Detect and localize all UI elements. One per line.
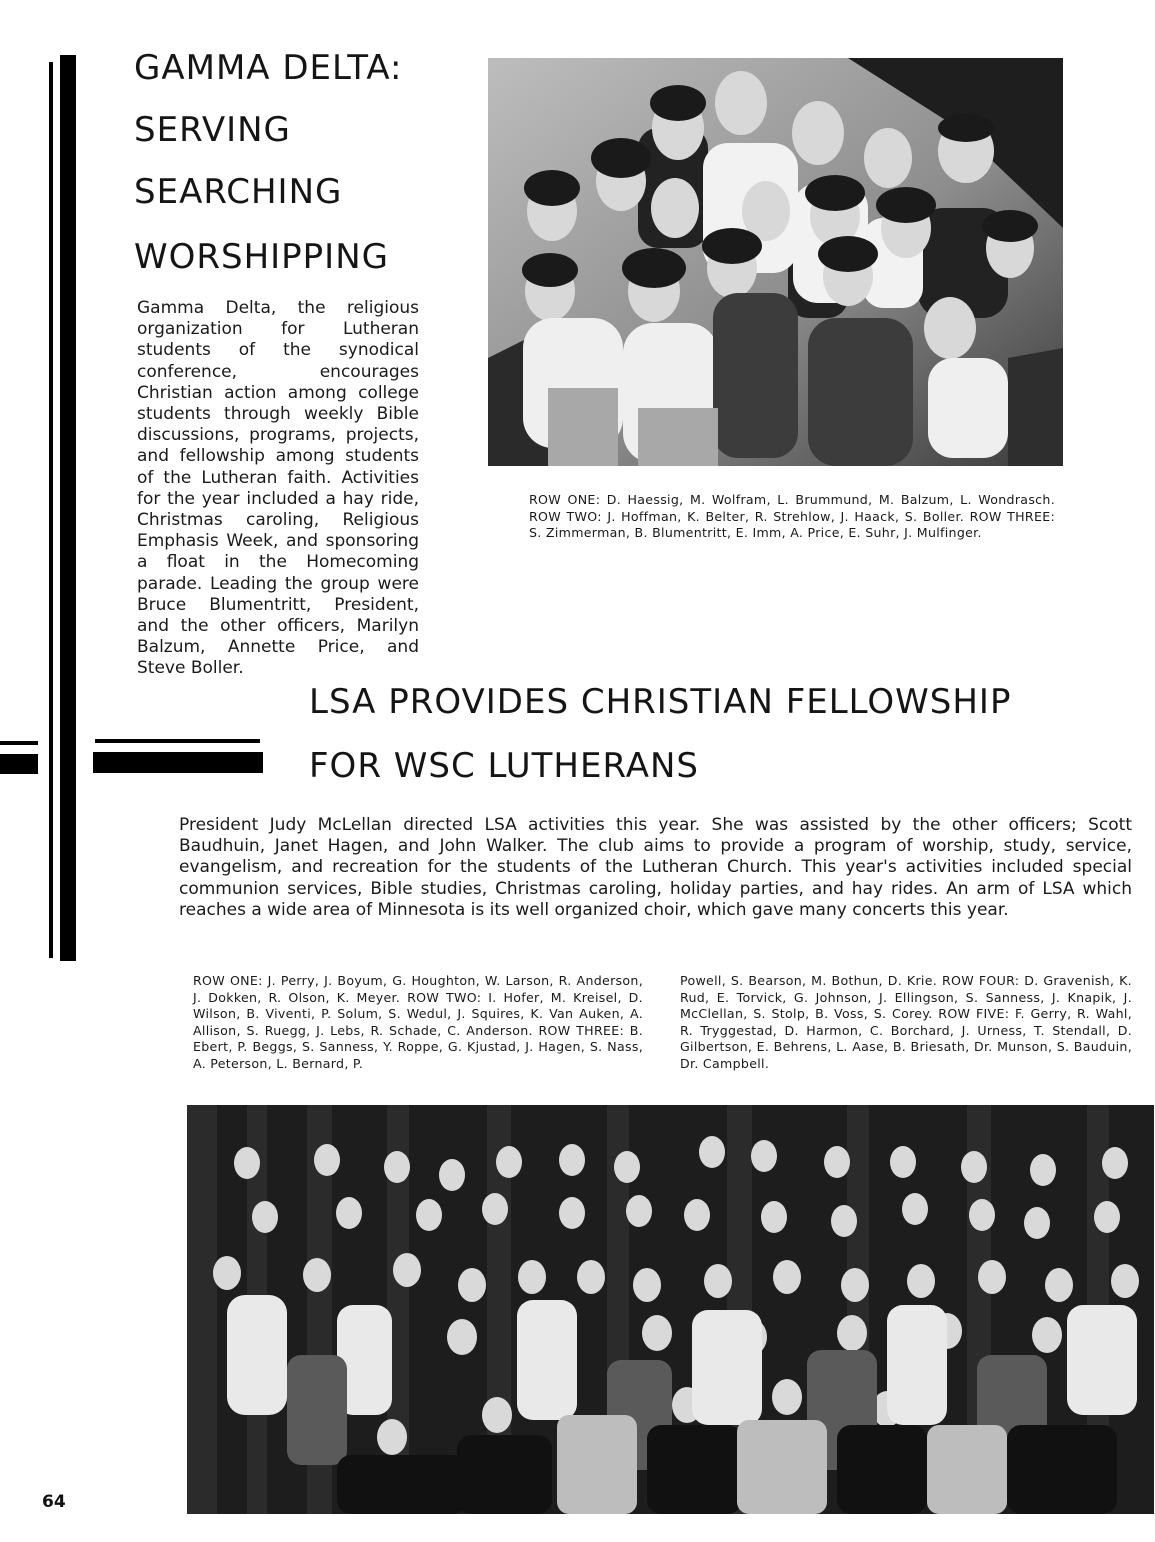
lsa-headline-line2: FOR WSC LUTHERANS xyxy=(309,746,699,786)
edge-horizontal-bar-thin xyxy=(0,741,38,745)
gamma-delta-body: Gamma Delta, the religious organization for Lutheran students of the synodical conference, encourages Christian action among college students through weekly Bible discussions, programs, projects, and fellowship among students of the Lutheran faith. Activities for the year included a hay ride, Christmas caroling, Religious Emphasis Week, and sponsoring a float in the Homecoming parade. Leading the group were Bruce Blumentritt, President, and the other officers, Marilyn Balzum, Annette Price, and Steve Boller. xyxy=(137,298,419,679)
page-number: 64 xyxy=(42,1492,66,1512)
gamma-delta-headline-line2: SERVING xyxy=(134,110,291,150)
gamma-delta-headline-line1: GAMMA DELTA: xyxy=(134,48,403,88)
lsa-caption-right: Powell, S. Bearson, M. Bothun, D. Krie. ROW FOUR: D. Gravenish, K. Rud, E. Torvick, G. Johnson, J. Ellingson, S. Sanness, J. Knapik, J. McClellan, S. Stolp, B. Voss, S. Corey. ROW FIVE: F. Gerry, R. Wahl, R. Tryggestad, D. Harmon, C. Borchard, J. Urness, T. Stendall, D. Gilbertson, E. Behrens, L. Aase, B. Briesath, Dr. Munson, S. Bauduin, Dr. Campbell. xyxy=(680,973,1132,1071)
edge-horizontal-bar-thick xyxy=(0,754,38,774)
lsa-headline-line1: LSA PROVIDES CHRISTIAN FELLOWSHIP xyxy=(309,682,1012,722)
gamma-delta-photo-illustration xyxy=(488,58,1063,466)
gamma-delta-caption: ROW ONE: D. Haessig, M. Wolfram, L. Brummund, M. Balzum, L. Wondrasch. ROW TWO: J. Hoffman, K. Belter, R. Strehlow, J. Haack, S. Boller. ROW THREE: S. Zimmerman, B. Blumentritt, E. Imm, A. Price, E. Suhr, J. Mulfinger. xyxy=(529,492,1055,541)
left-vertical-bar-thin xyxy=(49,62,53,958)
mid-horizontal-bar-thin xyxy=(95,739,260,743)
gamma-delta-group-photo xyxy=(488,58,1063,466)
gamma-delta-headline-line4: WORSHIPPING xyxy=(134,237,389,277)
lsa-photo-illustration xyxy=(187,1105,1154,1514)
left-vertical-bar-thick xyxy=(60,55,76,961)
lsa-body: President Judy McLellan directed LSA activities this year. She was assisted by the other officers; Scott Baudhuin, Janet Hagen, and John Walker. The club aims to provide a program of worship, study, service, evangelism, and recreation for the students of the Lutheran Church. This year's activities included special communion services, Bible studies, Christmas caroling, holiday parties, and hay rides. An arm of LSA which reaches a wide area of Minnesota is its well organized choir, which gave many concerts this year. xyxy=(179,815,1132,920)
lsa-group-photo xyxy=(187,1105,1154,1514)
mid-horizontal-bar-thick xyxy=(93,752,263,773)
gamma-delta-headline-line3: SEARCHING xyxy=(134,172,343,212)
lsa-caption-left: ROW ONE: J. Perry, J. Boyum, G. Houghton, W. Larson, R. Anderson, J. Dokken, R. Olson, K. Meyer. ROW TWO: I. Hofer, M. Kreisel, D. Wilson, B. Viventi, P. Solum, S. Wedul, J. Squires, K. Van Auken, A. Allison, S. Ruegg, J. Lebs, R. Schade, C. Anderson. ROW THREE: B. Ebert, P. Beggs, S. Sanness, Y. Roppe, G. Kjustad, J. Hagen, S. Nass, A. Peterson, L. Bernard, P. xyxy=(193,973,643,1071)
